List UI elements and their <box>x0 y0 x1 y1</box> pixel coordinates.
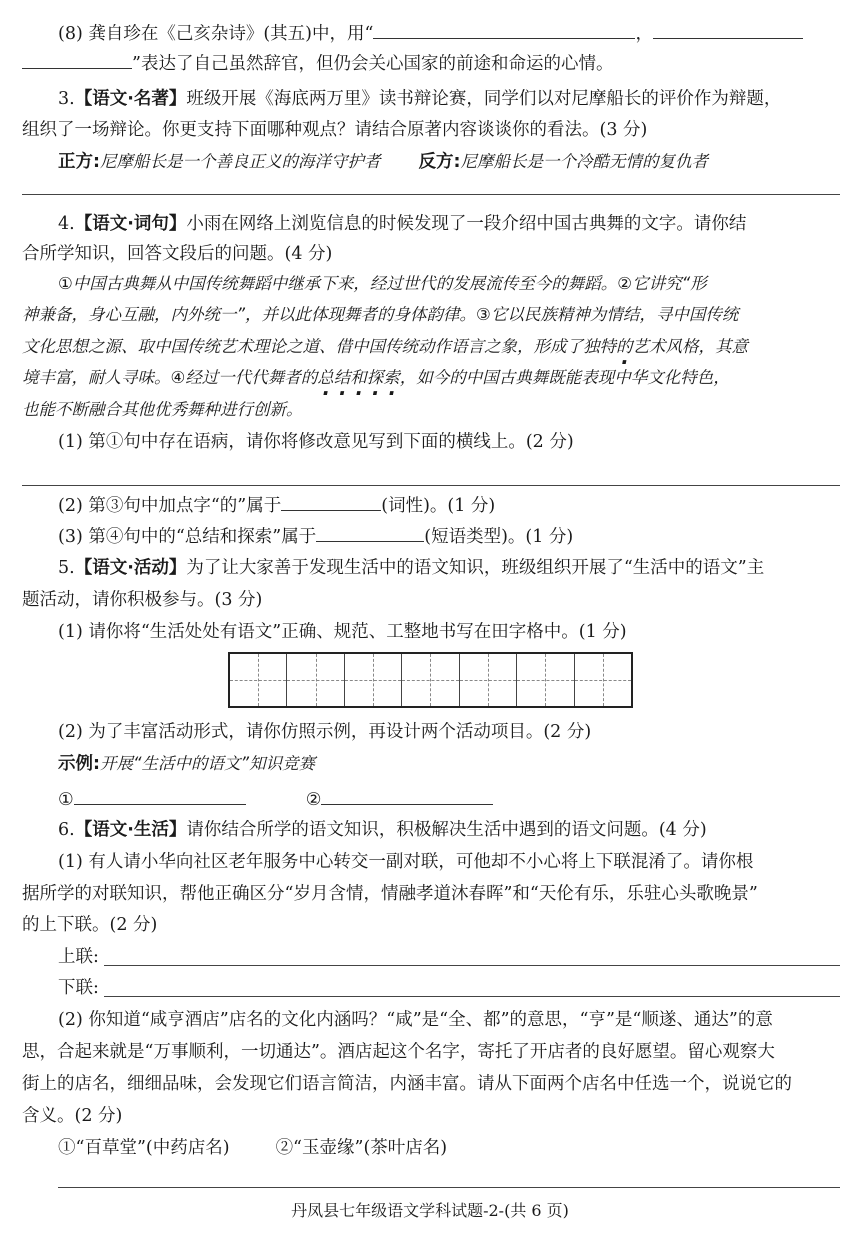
q5-option-1-marker: ① <box>58 790 74 810</box>
q6-shop-1: ①“百草堂”(中药店名) <box>58 1138 230 1158</box>
grid-cell[interactable] <box>345 654 402 706</box>
q4-passage-4 <box>22 366 730 390</box>
page-footer: 丹凤县七年级语文学科试题-2-(共 6 页) <box>291 1201 569 1220</box>
q6-upper-label: 上联: <box>58 947 99 967</box>
q8-text-a: (8) 龚自珍在《己亥杂诗》(其五)中，用“ <box>58 24 374 44</box>
q6-sub2-line3: 街上的店名，细细品味，会发现它们语言简洁，内涵丰富。请从下面两个店名中任选一个，说说它的 <box>22 1074 792 1094</box>
q4-sub2-suffix: (词性)。(1 分) <box>381 496 496 516</box>
q4-sub3-suffix: (短语类型)。(1 分) <box>424 527 574 547</box>
q3-line1 <box>58 87 781 111</box>
q6-sub1-line1: (1) 有人请小华向社区老年服务中心转交一副对联，可他却不小心将上下联混淆了。请你根 <box>58 852 754 872</box>
q5-example-label: 示例: <box>58 754 100 774</box>
q8-line1 <box>58 20 803 46</box>
q3-debate-sides <box>58 150 708 174</box>
q4-dotted-char: 总 <box>317 368 334 387</box>
q8-comma: ， <box>635 24 653 44</box>
q4-sub3-blank[interactable] <box>316 523 424 542</box>
q3-pro-label: 正方: <box>58 152 100 172</box>
q5-line1 <box>58 556 764 580</box>
q4-passage-3 <box>22 335 748 359</box>
q4-passage-2: 神兼备，身心互融，内外统一”，并以此体现舞者的身体韵律。③它以民族精神为情结，寻中国传统 <box>22 305 739 324</box>
q5-options <box>58 786 493 812</box>
grid-cell[interactable] <box>287 654 344 706</box>
q5-sub2: (2) 为了丰富活动形式，请你仿照示例，再设计两个活动项目。(2 分) <box>58 722 592 742</box>
q3-con-text: 尼摩船长是一个冷酷无情的复仇者 <box>460 152 708 171</box>
q4-sub3-text: (3) 第④句中的“总结和探索”属于 <box>58 527 317 547</box>
q6-tag: 【语文·生活】 <box>74 820 187 840</box>
q4-passage-char: 的 <box>300 368 318 387</box>
q6-lower-answer-line[interactable] <box>104 996 840 997</box>
q3-line2: 组织了一场辩论。你更支持下面哪种观点？请结合原著内容谈谈你的看法。(3 分) <box>22 120 648 140</box>
q3-tag: 【语文·名著】 <box>74 89 187 109</box>
q4-dotted-de: 的 <box>616 337 633 356</box>
q4-sub2-text: (2) 第③句中加点字“的”属于 <box>58 496 282 516</box>
q5-line2: 题活动，请你积极参与。(3 分) <box>22 590 263 610</box>
q4-sub2 <box>58 492 495 518</box>
q4-tag: 【语文·词句】 <box>74 214 187 234</box>
q4-dotted-char: 结 <box>333 368 351 387</box>
q8-line2 <box>22 50 613 76</box>
q6-sub2-line1: (2) 你知道“咸亨酒店”店名的文化内涵吗？“咸”是“全、都”的意思，“亨”是“顺遂、通达”的意 <box>58 1010 773 1030</box>
q3-con-label: 反方: <box>418 152 461 172</box>
q8-text-c: ”表达了自己虽然辞官，但仍会关心国家的前途和命运的心情。 <box>132 54 614 74</box>
q5-option-1-blank[interactable] <box>74 786 246 805</box>
q6-sub1-line3: 的上下联。(2 分) <box>22 915 158 935</box>
grid-cell[interactable] <box>575 654 631 706</box>
q6-sub2-line2: 思，合起来就是“万事顺利，一切通达”。酒店起这个名字，寄托了开店者的良好愿望。留心观察大 <box>22 1042 775 1062</box>
q5-example <box>58 752 315 776</box>
q5-option-2-blank[interactable] <box>321 786 493 805</box>
grid-cell[interactable] <box>460 654 517 706</box>
q6-shop-names <box>58 1136 447 1160</box>
q4-passage-4a: 境丰富，耐人寻味。④经过一代代舞者 <box>22 368 301 387</box>
q8-blank-3[interactable] <box>22 50 132 69</box>
q4-line2: 合所学知识，回答文段后的问题。(4 分) <box>22 244 333 264</box>
q6-sub2-line4: 含义。(2 分) <box>22 1106 123 1126</box>
q4-dotted-char: 和 <box>350 368 367 387</box>
q3-text-1: 班级开展《海底两万里》读书辩论赛，同学们以对尼摩船长的评价作为辩题， <box>186 89 782 109</box>
q5-text-1: 为了让大家善于发现生活中的语文知识，班级组织开展了“生活中的语文”主 <box>186 558 765 578</box>
grid-cell[interactable] <box>230 654 287 706</box>
q3-number: 3. <box>58 89 75 109</box>
q5-sub1: (1) 请你将“生活处处有语文”正确、规范、工整地书写在田字格中。(1 分) <box>58 622 627 642</box>
q5-option-2-marker: ② <box>305 790 322 810</box>
q4-sub1-answer-line[interactable] <box>22 485 840 486</box>
q5-tag: 【语文·活动】 <box>74 558 187 578</box>
q4-dotted-char: 索 <box>383 368 400 387</box>
grid-cell[interactable] <box>517 654 574 706</box>
q3-pro-text: 尼摩船长是一个善良正义的海洋守护者 <box>100 152 381 171</box>
q4-number: 4. <box>58 214 75 234</box>
tianzige-grid[interactable] <box>228 652 633 708</box>
footer-rule <box>58 1187 840 1188</box>
grid-cell[interactable] <box>402 654 459 706</box>
q8-blank-2[interactable] <box>653 20 803 39</box>
q4-sub3 <box>58 523 573 549</box>
q5-example-text: 开展“生活中的语文”知识竞赛 <box>100 754 316 773</box>
q6-line1 <box>58 818 707 842</box>
q4-passage-3a: 文化思想之源、取中国传统艺术理论之道、借中国传统动作语言之象，形成了独特 <box>22 337 616 356</box>
q6-number: 6. <box>58 820 75 840</box>
q6-upper-answer-line[interactable] <box>104 965 840 966</box>
q4-sub2-blank[interactable] <box>281 492 381 511</box>
q6-sub1-line2: 据所学的对联知识，帮他正确区分“岁月含情，情融孝道沐春晖”和“天伦有乐，乐驻心头歌晚景” <box>22 884 758 904</box>
q4-sub1: (1) 第①句中存在语病，请你将修改意见写到下面的横线上。(2 分) <box>58 432 574 452</box>
q6-lower-label: 下联: <box>58 978 99 998</box>
q5-number: 5. <box>58 558 75 578</box>
q8-blank-1[interactable] <box>373 20 635 39</box>
q4-passage-1: ①中国古典舞从中国传统舞蹈中继承下来，经过世代的发展流传至今的舞蹈。②它讲究“形 <box>58 274 707 293</box>
q4-line1 <box>58 212 746 236</box>
q4-passage-5: 也能不断融合其他优秀舞种进行创新。 <box>22 400 303 419</box>
q4-dotted-char: 探 <box>366 368 384 387</box>
q4-passage-3b: 艺术风格，其意 <box>632 337 748 356</box>
q6-shop-2: ②“玉壶缘”(茶叶店名) <box>275 1138 448 1158</box>
q6-text-1: 请你结合所学的语文知识，积极解决生活中遇到的语文问题。(4 分) <box>186 820 707 840</box>
q4-passage-4b: ，如今的中国古典舞既能表现中华文化特色， <box>399 368 730 387</box>
q3-answer-line[interactable] <box>22 194 840 195</box>
q4-text-1: 小雨在网络上浏览信息的时候发现了一段介绍中国古典舞的文字。请你结 <box>186 214 747 234</box>
